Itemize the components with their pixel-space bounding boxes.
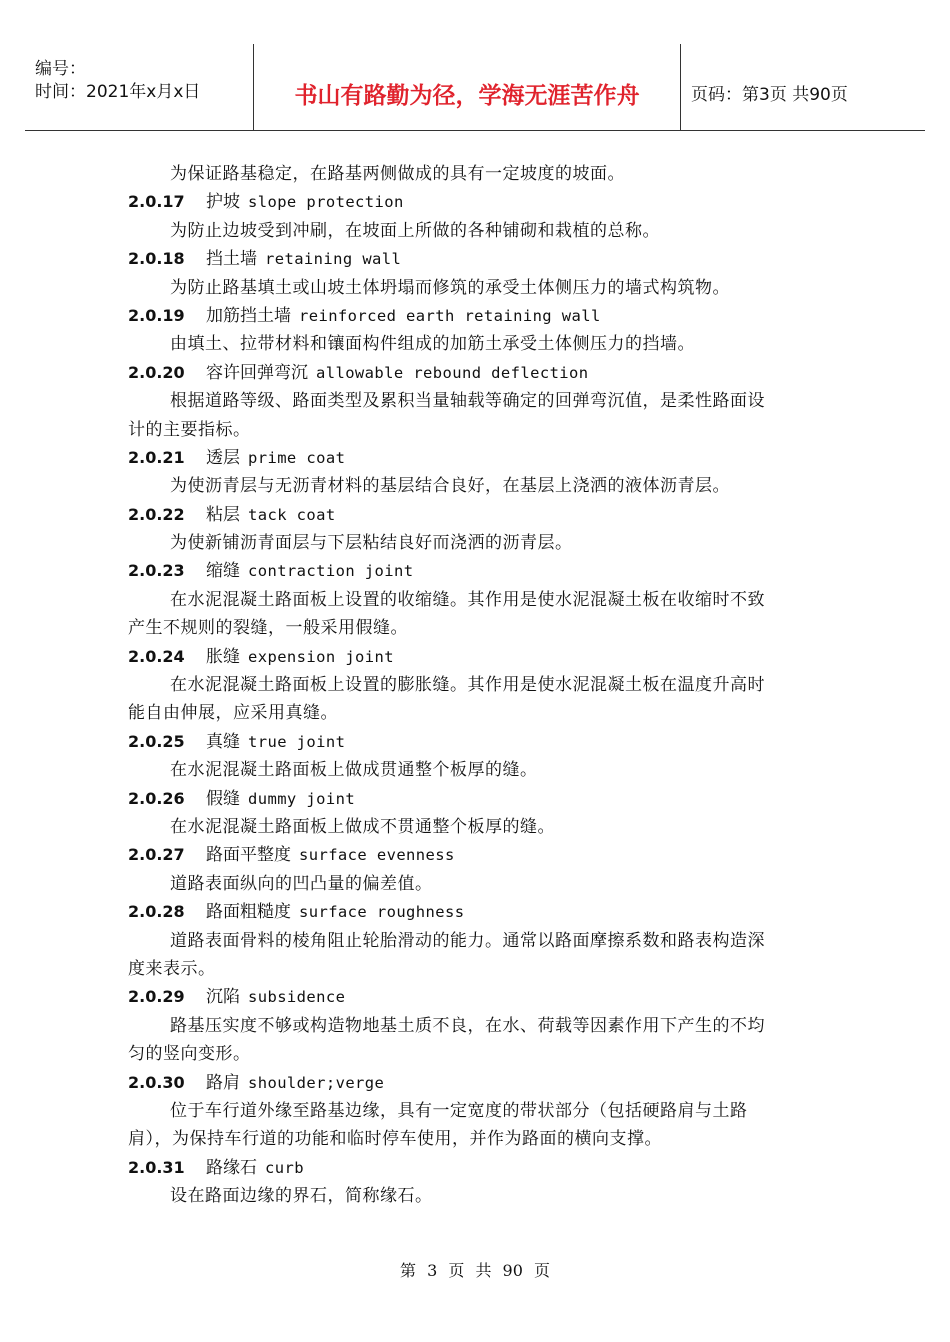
definition-line: 为保证路基稳定，在路基两侧做成的具有一定坡度的坡面。 [170, 164, 625, 184]
definition-continuation: 计的主要指标。 [128, 419, 251, 440]
term-english: slope protection [248, 193, 404, 212]
term-number: 2.0.30 [128, 1072, 185, 1092]
term-chinese: 缩缝 [206, 561, 240, 582]
definition-continuation: 能自由伸展，应采用真缝。 [128, 703, 338, 724]
term-number: 2.0.31 [128, 1157, 185, 1177]
term-english: tack coat [248, 505, 336, 524]
term-english: true joint [248, 732, 346, 751]
term-english: dummy joint [248, 789, 356, 808]
term-chinese: 粘层 [206, 504, 240, 525]
definition-line: 位于车行道外缘至路基边缘，具有一定宽度的带状部分（包括硬路肩与土路 [170, 1100, 748, 1121]
definition-line: 在水泥混凝土路面板上设置的收缩缝。其作用是使水泥混凝土板在收缩时不致 [170, 589, 765, 610]
term-heading [128, 501, 828, 529]
term-heading [128, 841, 828, 869]
document-number-label: 编号： [35, 59, 86, 79]
definition-line: 在水泥混凝土路面板上设置的膨胀缝。其作用是使水泥混凝土板在温度升高时 [170, 675, 765, 696]
term-number: 2.0.29 [128, 987, 185, 1007]
page-footer: 第 3 页 共 90 页 [400, 1261, 550, 1280]
term-chinese: 挡土墙 [206, 249, 257, 270]
definition-line: 为使沥青层与无沥青材料的基层结合良好，在基层上浇洒的液体沥青层。 [170, 476, 730, 497]
definition-continuation: 肩），为保持车行道的功能和临时停车使用，并作为路面的横向支撑。 [128, 1129, 662, 1150]
term-english: curb [265, 1158, 304, 1177]
term-chinese: 护坡 [206, 192, 240, 213]
term-heading [128, 444, 828, 472]
term-chinese: 路肩 [206, 1072, 240, 1093]
term-heading [128, 302, 828, 330]
term-number: 2.0.19 [128, 305, 185, 325]
term-english: prime coat [248, 448, 346, 467]
term-heading [128, 983, 828, 1011]
term-heading [128, 1069, 828, 1097]
term-heading [128, 359, 828, 387]
definition-continuation: 度来表示。 [128, 958, 216, 979]
term-number: 2.0.26 [128, 788, 185, 808]
term-heading [128, 245, 828, 273]
term-chinese: 胀缝 [206, 646, 240, 667]
definition-line: 路基压实度不够或构造物地基土质不良，在水、荷载等因素作用下产生的不均 [170, 1015, 765, 1036]
term-english: allowable rebound deflection [316, 363, 589, 382]
term-english: subsidence [248, 988, 346, 1007]
term-number: 2.0.24 [128, 646, 185, 666]
term-chinese: 透层 [206, 447, 240, 468]
term-heading [128, 728, 828, 756]
definition-line: 在水泥混凝土路面板上做成不贯通整个板厚的缝。 [170, 816, 555, 837]
term-number: 2.0.17 [128, 192, 185, 212]
term-chinese: 容许回弹弯沉 [206, 362, 308, 383]
term-english: retaining wall [265, 250, 402, 269]
definition-line: 在水泥混凝土路面板上做成贯通整个板厚的缝。 [170, 760, 538, 781]
definition-continuation: 产生不规则的裂缝，一般采用假缝。 [128, 618, 408, 639]
term-heading [128, 785, 828, 813]
definition-line: 为防止边坡受到冲刷，在坡面上所做的各种铺砌和栽植的总称。 [170, 220, 660, 241]
definition-line: 由填土、拉带材料和镶面构件组成的加筋土承受土体侧压力的挡墙。 [170, 334, 695, 355]
term-heading [128, 643, 828, 671]
header-meta-cell [25, 44, 254, 130]
term-number: 2.0.18 [128, 249, 185, 269]
term-english: reinforced earth retaining wall [299, 306, 601, 325]
term-heading [128, 898, 828, 926]
definition-line: 道路表面纵向的凹凸量的偏差值。 [170, 873, 433, 894]
term-number: 2.0.23 [128, 561, 185, 581]
term-heading [128, 1154, 828, 1182]
header-motto: 书山有路勤为径，学海无涯苦作舟 [294, 83, 640, 109]
header-page-cell [681, 44, 925, 130]
term-english: surface evenness [299, 846, 455, 865]
term-chinese: 路面粗糙度 [206, 902, 291, 923]
term-chinese: 真缝 [206, 731, 240, 752]
term-english: expension joint [248, 647, 394, 666]
page-header [25, 44, 925, 131]
term-heading [128, 557, 828, 585]
header-page-info: 页码：第3页 共90页 [691, 85, 848, 105]
term-chinese: 加筋挡土墙 [206, 305, 291, 326]
term-english: shoulder;verge [248, 1073, 385, 1092]
term-number: 2.0.20 [128, 362, 185, 382]
term-chinese: 路面平整度 [206, 845, 291, 866]
term-number: 2.0.21 [128, 447, 185, 467]
glossary-content [128, 160, 828, 1210]
term-chinese: 假缝 [206, 788, 240, 809]
term-english: contraction joint [248, 562, 414, 581]
document-date: 时间：2021年x月x日 [35, 82, 201, 102]
term-number: 2.0.28 [128, 902, 185, 922]
term-heading [128, 188, 828, 216]
definition-continuation: 匀的竖向变形。 [128, 1044, 251, 1065]
term-english: surface roughness [299, 903, 465, 922]
term-number: 2.0.22 [128, 504, 185, 524]
term-number: 2.0.27 [128, 845, 185, 865]
definition-line: 道路表面骨料的棱角阻止轮胎滑动的能力。通常以路面摩擦系数和路表构造深 [170, 930, 765, 951]
term-chinese: 沉陷 [206, 987, 240, 1008]
definition-line: 设在路面边缘的界石，简称缘石。 [170, 1186, 433, 1207]
definition-line: 根据道路等级、路面类型及累积当量轴载等确定的回弹弯沉值，是柔性路面设 [170, 391, 765, 412]
term-number: 2.0.25 [128, 731, 185, 751]
definition-line: 为防止路基填土或山坡土体坍塌而修筑的承受土体侧压力的墙式构筑物。 [170, 277, 730, 298]
term-chinese: 路缘石 [206, 1157, 257, 1178]
header-motto-cell [254, 44, 681, 130]
definition-line: 为使新铺沥青面层与下层粘结良好而浇洒的沥青层。 [170, 533, 573, 554]
